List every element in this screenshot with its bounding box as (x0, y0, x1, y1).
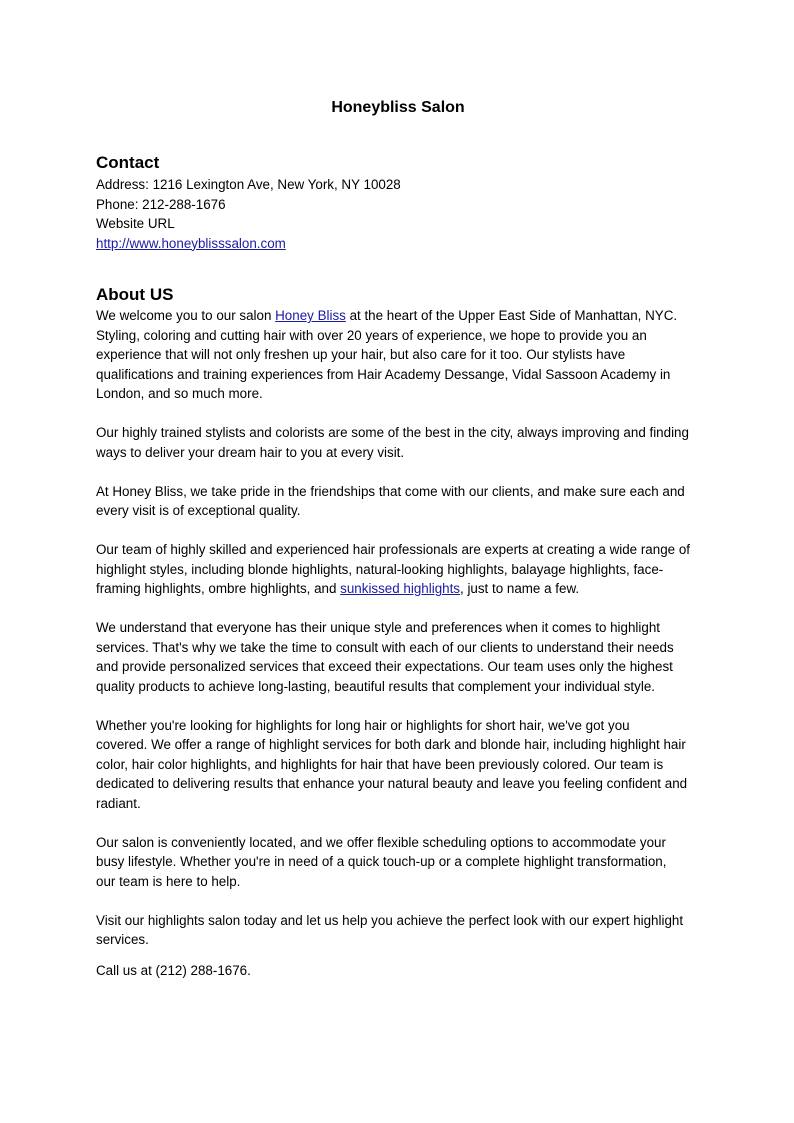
p6-line: covered. We offer a range of highlight services for both dark and blonde hair, including highlight hair (96, 737, 686, 752)
p4-line: highlight styles, including blonde highlights, natural-looking highlights, balayage highlights, face- (96, 561, 664, 577)
contact-heading: Contact (96, 153, 160, 172)
p1-line: London, and so much more. (96, 386, 263, 401)
about-heading: About US (96, 285, 174, 304)
p2-line: ways to deliver your dream hair to you at every visit. (96, 444, 405, 460)
p5-line: quality products to achieve long-lasting, beautiful results that complement your individual style. (96, 678, 655, 694)
p7-line: our team is here to help. (96, 873, 241, 889)
p6-line: radiant. (96, 795, 141, 811)
p1-line: qualifications and training experiences from Hair Academy Dessange, Vidal Sassoon Academy in (96, 366, 671, 382)
honey-bliss-link[interactable]: Honey Bliss (275, 308, 346, 323)
p6-line: Whether you're looking for highlights for long hair or highlights for short hair, we've got you (96, 717, 630, 733)
p8-line: Visit our highlights salon today and let us help you achieve the perfect look with our expert highlight (96, 912, 684, 928)
about-paragraph-3 (96, 482, 700, 521)
p3-line: every visit is of exceptional quality. (96, 503, 301, 518)
p5-line: services. That's why we take the time to consult with each of our clients to understand their needs (96, 639, 674, 655)
p8-line: services. (96, 932, 149, 947)
about-paragraph-2 (96, 423, 700, 462)
call-us-line: Call us at (212) 288-1676. (96, 962, 251, 978)
contact-section (96, 175, 700, 253)
about-paragraph-8 (96, 911, 700, 950)
p2-line: Our highly trained stylists and colorists are some of the best in the city, always improving and finding (96, 425, 689, 440)
contact-address: Address: 1216 Lexington Ave, New York, NY 10028 (96, 177, 401, 192)
p6-line: color, hair color highlights, and highlights for hair that have been previously colored. Our team is (96, 756, 664, 772)
contact-website-label: Website URL (96, 216, 175, 231)
about-paragraph-6 (96, 716, 700, 814)
about-paragraph-4 (96, 540, 700, 599)
sunkissed-highlights-link[interactable]: sunkissed highlights (340, 581, 460, 596)
p5-line: and provide personalized services that exceed their expectations. Our team uses only the highest (96, 659, 673, 674)
p1-line: experience that will not only freshen up your hair, but also care for it too. Our stylists have (96, 347, 626, 362)
p6-line: dedicated to delivering results that enhance your natural beauty and leave you feeling confident and (96, 776, 688, 791)
p4-text-after-link: , just to name a few. (460, 581, 580, 596)
about-paragraph-7 (96, 833, 700, 892)
p5-line: We understand that everyone has their unique style and preferences when it comes to highlight (96, 620, 660, 635)
p3-line: At Honey Bliss, we take pride in the friendships that come with our clients, and make sure each and (96, 483, 685, 499)
p1-line: Styling, coloring and cutting hair with over 20 years of experience, we hope to provide you an (96, 327, 647, 343)
contact-phone: Phone: 212-288-1676 (96, 196, 226, 212)
about-section (96, 306, 700, 980)
p1-text-after-link: at the heart of the Upper East Side of Manhattan, NYC. (345, 308, 678, 323)
p4-text-before-link: framing highlights, ombre highlights, and (96, 581, 341, 596)
page-title: Honeybliss Salon (331, 99, 465, 116)
p7-line: busy lifestyle. Whether you're in need of a quick touch-up or a complete highlight transformation, (96, 854, 667, 869)
about-paragraph-9 (96, 961, 700, 981)
p1-text-before-link: We welcome you to our salon (96, 308, 276, 323)
website-link[interactable]: http://www.honeyblisssalon.com (96, 235, 286, 251)
p4-line: Our team of highly skilled and experienced hair professionals are experts at creating a wide range of (96, 542, 690, 557)
about-paragraph-1 (96, 306, 700, 404)
about-paragraph-5 (96, 618, 700, 696)
p7-line: Our salon is conveniently located, and we offer flexible scheduling options to accommodate your (96, 834, 666, 850)
